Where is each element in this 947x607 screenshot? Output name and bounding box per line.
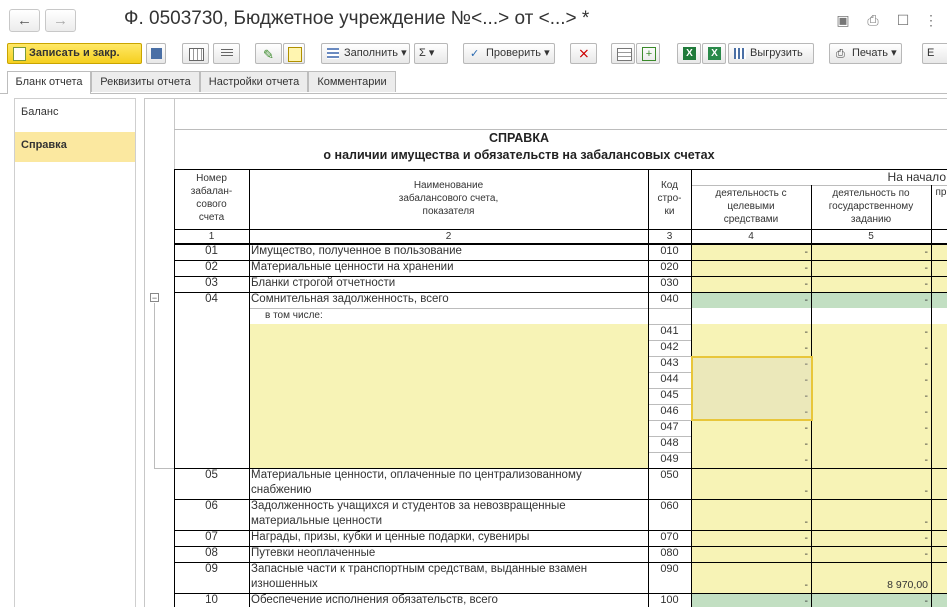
column-line: [931, 185, 932, 607]
report-title: СПРАВКА: [489, 131, 549, 145]
account-name: Обеспечение исполнения обязательств, всего: [251, 594, 498, 606]
column-number: 2: [445, 231, 452, 242]
excel-import-button[interactable]: [702, 43, 726, 64]
header-row-code: Код: [660, 180, 678, 191]
value-text: -: [924, 262, 928, 274]
header-row-code: стро-: [657, 193, 682, 204]
export-button[interactable]: Выгрузить: [728, 43, 814, 64]
account-name: Бланки строгой отчетности: [251, 277, 396, 289]
value-cell[interactable]: [931, 388, 947, 404]
excel-icon: X: [683, 47, 696, 60]
row-code: 100: [660, 594, 679, 606]
row-line-dark: [174, 593, 249, 594]
arrow-left-icon: ←: [17, 12, 32, 29]
value-text: -: [804, 595, 808, 607]
column-number: 5: [868, 231, 874, 242]
value-text: -: [804, 532, 808, 544]
value-text: -: [924, 326, 928, 338]
value-text: -: [804, 294, 808, 306]
account-name: Сомнительная задолженность, всего: [251, 293, 449, 305]
tab-blank[interactable]: Бланк отчета: [7, 71, 91, 94]
column-number: 4: [748, 231, 754, 242]
account-number: [174, 372, 249, 387]
table-icon: [189, 48, 204, 61]
value-text: -: [804, 485, 808, 497]
column-line: [174, 169, 175, 607]
text-button[interactable]: [213, 43, 240, 64]
account-number: 07: [205, 531, 218, 543]
value-text: -: [804, 548, 808, 560]
value-cell[interactable]: [931, 324, 947, 340]
sum-dropdown[interactable]: [414, 43, 448, 64]
row-code: 042: [660, 341, 679, 353]
account-name: Задолженность учащихся и студентов за невозвращенные: [251, 500, 566, 512]
row-code: 050: [660, 469, 679, 481]
account-number: 06: [205, 500, 218, 512]
row-line-dark: [249, 530, 947, 531]
row-code: 047: [660, 421, 679, 433]
account-number: 03: [205, 277, 218, 289]
tab-requisites[interactable]: Реквизиты отчета: [91, 71, 200, 92]
row-line-dark: [174, 530, 249, 531]
row-line-dark: [249, 276, 947, 277]
excel-button[interactable]: [677, 43, 701, 64]
value-cell[interactable]: [931, 499, 947, 530]
chevron-down-icon: ▾: [428, 47, 435, 59]
account-number: 10: [205, 594, 218, 606]
pencil-icon: ✎: [263, 47, 274, 62]
account-number: 04: [205, 293, 218, 305]
row-code: 043: [660, 357, 679, 369]
account-number: [174, 420, 249, 435]
value-text: -: [804, 438, 808, 450]
value-text: -: [804, 278, 808, 290]
row-code: 041: [660, 325, 679, 337]
value-text: -: [924, 548, 928, 560]
column-number: 3: [666, 231, 673, 242]
header-account-name: показателя: [422, 206, 475, 217]
sum-icon: Σ: [419, 47, 426, 59]
account-number: [174, 356, 249, 371]
row-line-dark: [249, 468, 947, 469]
row-line-dark: [249, 244, 947, 245]
grouping-gutter: [145, 99, 175, 607]
value-text: [811, 310, 928, 323]
value-text: -: [924, 246, 928, 258]
value-text: -: [804, 342, 808, 354]
value-cell[interactable]: [931, 436, 947, 452]
account-name: [251, 420, 646, 435]
account-number: 01: [205, 245, 218, 257]
row-code: 090: [660, 563, 679, 575]
header-account-number: сового: [196, 199, 227, 210]
value-cell[interactable]: [931, 452, 947, 468]
value-text: -: [924, 532, 928, 544]
value-cell[interactable]: [931, 530, 947, 546]
value-text: -: [804, 390, 808, 402]
account-name: [251, 452, 646, 467]
value-cell[interactable]: [931, 356, 947, 372]
account-name: в том числе:: [265, 310, 323, 321]
account-name: Материальные ценности на хранении: [251, 261, 454, 273]
account-number: [174, 436, 249, 451]
row-line-dark: [174, 276, 249, 277]
value-text: -: [924, 485, 928, 497]
report-subtitle: о наличии имущества и обязательств на забалансовых счетах: [323, 148, 715, 162]
tab-bar: [0, 71, 947, 94]
value-cell[interactable]: [931, 546, 947, 562]
note-icon: [288, 47, 302, 62]
header-state-task: деятельность по: [832, 188, 910, 199]
row-line-dark: [249, 499, 947, 500]
account-number: [174, 308, 249, 323]
value-cell[interactable]: [931, 308, 947, 324]
value-text: -: [804, 516, 808, 528]
value-text: [691, 310, 808, 323]
value-cell[interactable]: [931, 276, 947, 292]
value-text: -: [804, 406, 808, 418]
print-dropdown[interactable]: ⎙ Печать ▾: [829, 43, 902, 64]
check-icon: ✓: [470, 48, 480, 60]
add-row-button[interactable]: [636, 43, 660, 64]
printer-icon[interactable]: ⎙: [867, 12, 879, 28]
value-cell[interactable]: [931, 468, 947, 499]
header-group-start: На начало: [887, 170, 946, 184]
value-text: -: [924, 422, 928, 434]
value-cell[interactable]: [931, 372, 947, 388]
arrow-right-icon: →: [53, 12, 68, 29]
header-targeted-funds: средствами: [723, 214, 779, 225]
header-account-number: счета: [198, 212, 225, 223]
fill-dropdown[interactable]: Заполнить ▾: [321, 43, 410, 64]
column-number: 1: [208, 231, 215, 242]
account-name: Путевки неоплаченные: [251, 547, 376, 559]
row-line-dark: [174, 468, 249, 469]
forward-button[interactable]: [45, 9, 76, 32]
section-item-reference[interactable]: Справка: [15, 132, 135, 162]
header-account-number: Номер: [196, 173, 227, 184]
header-targeted-funds: целевыми: [727, 201, 775, 212]
value-text: -: [924, 294, 928, 306]
chevron-down-icon: ▾: [891, 47, 897, 59]
value-text: -: [804, 454, 808, 466]
row-code: 044: [660, 373, 679, 385]
title-bar: [0, 0, 947, 40]
value-text: -: [924, 516, 928, 528]
account-name: [251, 356, 646, 371]
rows-icon: [617, 48, 632, 61]
row-code: 045: [660, 389, 679, 401]
value-text: -: [924, 595, 928, 607]
row-code: 020: [660, 261, 679, 273]
row-code: 070: [660, 531, 679, 543]
account-name: снабжению: [251, 484, 312, 496]
excel-import-icon: X: [708, 47, 721, 60]
row-line-dark: [174, 499, 249, 500]
floppy-icon: [151, 48, 162, 59]
value-text: -: [804, 246, 808, 258]
rows-button[interactable]: [611, 43, 635, 64]
save-close-button[interactable]: Записать и закр.: [7, 43, 142, 64]
edit-button[interactable]: [255, 43, 282, 64]
value-cell[interactable]: [931, 420, 947, 436]
account-name: Запасные части к транспортным средствам, выданные взамен: [251, 563, 588, 575]
note-button[interactable]: [283, 43, 305, 64]
row-line-dark: [174, 260, 249, 261]
value-text: -: [924, 454, 928, 466]
value-cell[interactable]: [931, 562, 947, 593]
chevron-down-icon: ▾: [401, 47, 407, 59]
grid-line: [174, 129, 947, 130]
row-code: 046: [660, 405, 679, 417]
header-group-divider: [691, 185, 947, 186]
row-code: [648, 308, 691, 323]
tab-settings[interactable]: Настройки отчета: [200, 71, 308, 92]
account-number: 08: [205, 547, 218, 559]
clear-button[interactable]: [570, 43, 597, 64]
account-name: [251, 404, 646, 419]
preview-icon[interactable]: ☐: [896, 12, 910, 28]
account-number: 02: [205, 261, 218, 273]
printer-icon: ⎙: [836, 48, 845, 60]
account-name: [251, 324, 646, 339]
value-text: -: [924, 374, 928, 386]
row-code: 010: [660, 245, 679, 257]
account-name: [251, 388, 646, 403]
column-line: [648, 169, 649, 607]
account-number: [174, 340, 249, 355]
row-code: 048: [660, 437, 679, 449]
header-targeted-funds: деятельность с: [715, 188, 787, 199]
header-account-name: Наименование: [413, 180, 484, 191]
lines-icon: [221, 49, 233, 58]
value-cell[interactable]: [931, 593, 947, 607]
value-text: -: [924, 278, 928, 290]
value-text: -: [804, 374, 808, 386]
row-code: 040: [660, 293, 679, 305]
export-icon: [734, 48, 746, 59]
value-cell[interactable]: [931, 292, 947, 308]
account-number: 09: [205, 563, 218, 575]
row-line-dark: [249, 292, 947, 293]
more-icon[interactable]: ⋮: [924, 12, 938, 28]
value-text: -: [924, 438, 928, 450]
value-text: 8 970,00: [887, 579, 928, 591]
clear-icon: ⨯: [578, 45, 590, 61]
account-number: [174, 452, 249, 467]
account-name: [251, 372, 646, 387]
account-name: Награды, призы, кубки и ценные подарки, сувениры: [251, 531, 530, 543]
row-line-dark: [249, 593, 947, 594]
value-text: -: [804, 579, 808, 591]
account-name: материальные ценности: [251, 515, 383, 527]
account-number: [174, 324, 249, 339]
account-name: Имущество, полученное в пользование: [251, 245, 462, 257]
tab-comments[interactable]: Комментарии: [308, 71, 396, 92]
header-account-name: забалансового счета,: [398, 193, 499, 204]
section-item-balance[interactable]: Баланс: [21, 106, 59, 118]
row-line-dark: [174, 292, 249, 293]
value-text: -: [804, 326, 808, 338]
save-check-icon: [13, 47, 26, 61]
back-button[interactable]: [9, 9, 40, 32]
header-state-task: государственному: [828, 201, 914, 212]
row-code: 030: [660, 277, 679, 289]
column-line: [249, 169, 250, 607]
toolbar: [0, 40, 947, 68]
row-line-dark: [249, 260, 947, 261]
value-text: -: [804, 422, 808, 434]
row-line-dark: [174, 562, 249, 563]
group-bracket-line: [154, 468, 174, 469]
row-line-dark: [174, 546, 249, 547]
check-dropdown[interactable]: ✓ Проверить ▾: [463, 43, 555, 64]
window-title: Ф. 0503730, Бюджетное учреждение №<...> от <...> *: [124, 8, 590, 29]
sections-panel: [14, 98, 136, 607]
save-disk-icon[interactable]: ▣: [836, 12, 850, 28]
value-cell[interactable]: [931, 244, 947, 260]
more-button[interactable]: Е: [922, 43, 947, 64]
value-text: -: [804, 358, 808, 370]
group-bracket-line: [154, 303, 155, 468]
value-text: -: [924, 390, 928, 402]
account-name: [251, 436, 646, 451]
row-code: 080: [660, 547, 679, 559]
value-cell[interactable]: [931, 340, 947, 356]
selection-frame[interactable]: [691, 356, 813, 421]
collapse-group-icon[interactable]: −: [151, 293, 158, 302]
account-name: [251, 340, 646, 355]
account-name: изношенных: [251, 578, 318, 590]
account-number: 05: [205, 469, 218, 481]
report-grid: [144, 98, 947, 607]
header-row-code: ки: [664, 206, 675, 217]
value-text: -: [924, 358, 928, 370]
fill-icon: [327, 48, 339, 59]
header-state-task: заданию: [850, 214, 892, 225]
row-code: 049: [660, 453, 679, 465]
row-line-dark: [249, 546, 947, 547]
add-row-icon: +: [642, 47, 656, 61]
header-account-number: забалан-: [190, 186, 233, 197]
value-text: -: [804, 262, 808, 274]
table-button[interactable]: [182, 43, 209, 64]
account-number: [174, 404, 249, 419]
value-cell[interactable]: [931, 260, 947, 276]
save-button[interactable]: [146, 43, 166, 64]
account-name: Материальные ценности, оплаченные по централизованному: [251, 469, 582, 481]
row-code: 060: [660, 500, 679, 512]
row-line-dark: [174, 244, 249, 245]
value-text: -: [924, 406, 928, 418]
value-cell[interactable]: [931, 404, 947, 420]
row-line-dark: [249, 562, 947, 563]
account-number: [174, 388, 249, 403]
value-text: -: [924, 342, 928, 354]
header-other: пр: [935, 187, 947, 198]
chevron-down-icon: ▾: [544, 47, 550, 59]
